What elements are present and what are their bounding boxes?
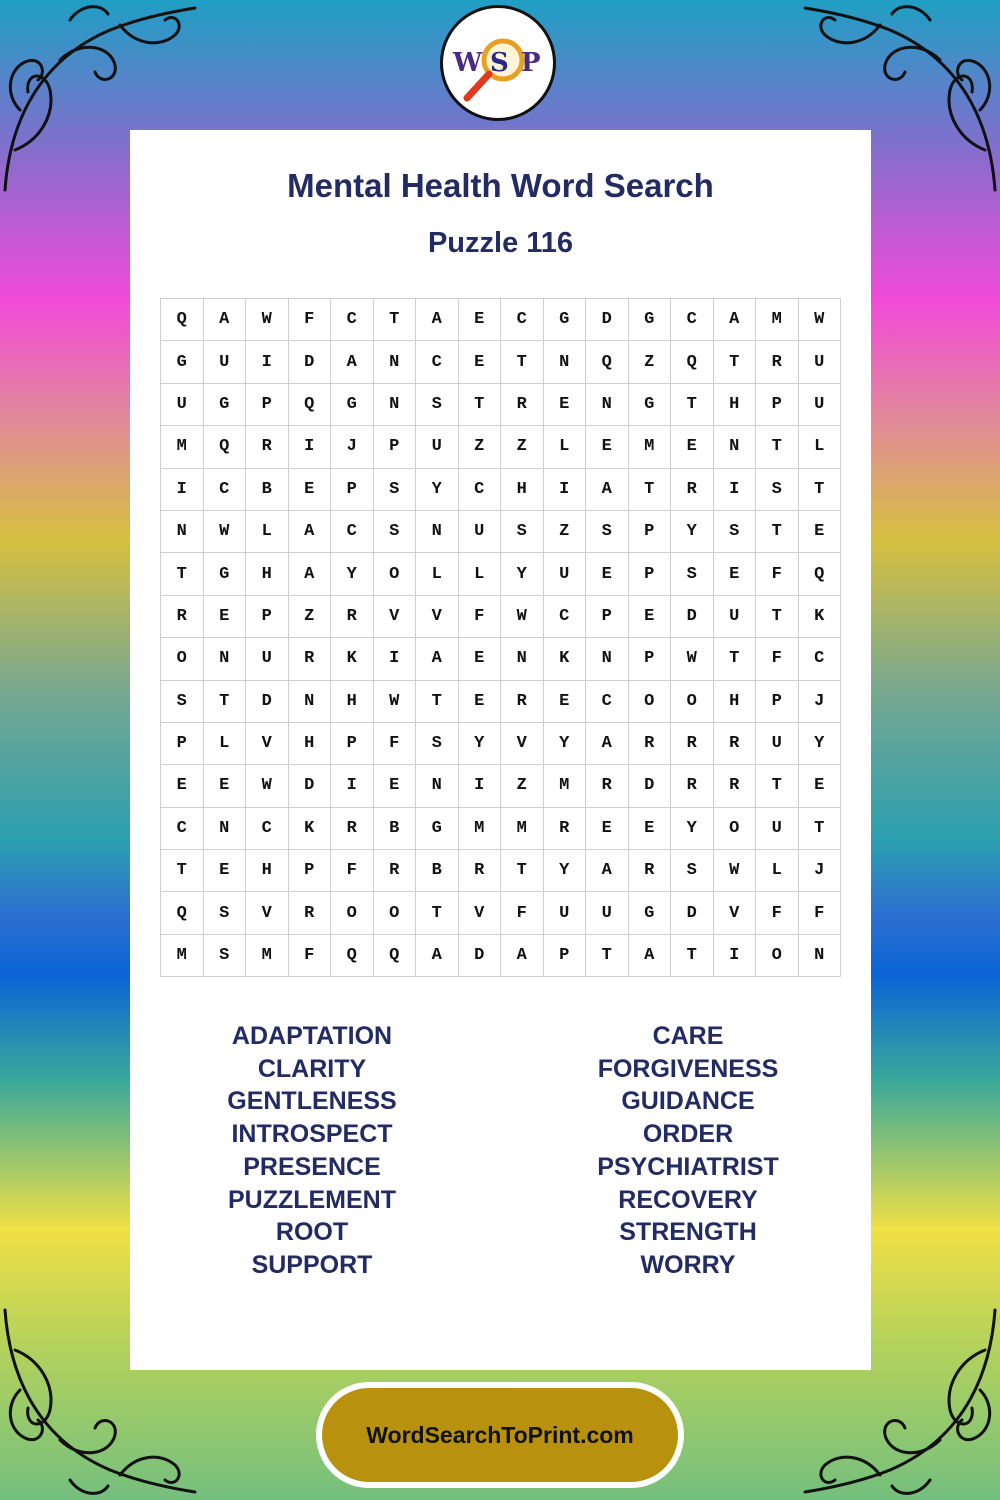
grid-cell: K <box>544 638 587 680</box>
logo-letter-w: W <box>453 48 483 78</box>
grid-cell: O <box>714 808 757 850</box>
grid-cell: U <box>416 426 459 468</box>
grid-cell: U <box>459 511 502 553</box>
grid-cell: T <box>501 850 544 892</box>
grid-cell: L <box>756 850 799 892</box>
site-link-label: WordSearchToPrint.com <box>366 1421 634 1448</box>
grid-cell: V <box>459 892 502 934</box>
grid-cell: E <box>374 765 417 807</box>
grid-cell: S <box>161 681 204 723</box>
word-item: GUIDANCE <box>621 1087 755 1116</box>
grid-cell: N <box>374 384 417 426</box>
grid-cell: H <box>289 723 332 765</box>
grid-cell: Q <box>799 553 842 595</box>
puzzle-number: Puzzle 116 <box>427 227 574 259</box>
grid-cell: T <box>671 384 714 426</box>
grid-cell: P <box>544 935 587 977</box>
grid-cell: S <box>671 850 714 892</box>
grid-cell: S <box>374 469 417 511</box>
grid-cell: I <box>331 765 374 807</box>
grid-cell: E <box>204 765 247 807</box>
grid-cell: E <box>544 384 587 426</box>
grid-cell: Y <box>799 723 842 765</box>
grid-cell: M <box>246 935 289 977</box>
grid-cell: Z <box>544 511 587 553</box>
grid-cell: D <box>671 892 714 934</box>
logo-letter-s: S <box>490 48 509 78</box>
grid-cell: A <box>586 850 629 892</box>
grid-cell: R <box>374 850 417 892</box>
grid-cell: P <box>629 511 672 553</box>
grid-cell: C <box>459 469 502 511</box>
word-item: PSYCHIATRIST <box>597 1152 779 1181</box>
grid-cell: G <box>629 384 672 426</box>
grid-cell: E <box>204 850 247 892</box>
grid-cell: B <box>246 469 289 511</box>
grid-cell: Z <box>289 596 332 638</box>
wsp-logo <box>440 5 556 121</box>
grid-cell: R <box>501 384 544 426</box>
grid-cell: T <box>459 384 502 426</box>
grid-cell: D <box>246 681 289 723</box>
grid-cell: D <box>671 596 714 638</box>
grid-cell: U <box>714 596 757 638</box>
grid-cell: R <box>586 765 629 807</box>
word-item: ADAPTATION <box>231 1022 393 1050</box>
grid-cell: S <box>501 511 544 553</box>
grid-cell: N <box>586 384 629 426</box>
grid-cell: R <box>671 765 714 807</box>
grid-cell: A <box>501 935 544 977</box>
grid-cell: C <box>544 596 587 638</box>
grid-cell: Y <box>501 553 544 595</box>
grid-cell: P <box>629 638 672 680</box>
grid-cell: T <box>756 765 799 807</box>
grid-cell: F <box>289 299 332 341</box>
grid-cell: D <box>629 765 672 807</box>
grid-cell: I <box>714 469 757 511</box>
grid-cell: I <box>459 765 502 807</box>
grid-cell: W <box>246 299 289 341</box>
grid-cell: E <box>799 511 842 553</box>
logo-letter-p: P <box>521 48 541 78</box>
grid-cell: T <box>374 299 417 341</box>
grid-cell: E <box>714 553 757 595</box>
grid-cell: T <box>501 341 544 383</box>
grid-cell: N <box>799 935 842 977</box>
word-item: CLARITY <box>257 1054 367 1083</box>
word-item: FORGIVENESS <box>597 1054 779 1083</box>
grid-cell: Q <box>374 935 417 977</box>
grid-cell: R <box>629 850 672 892</box>
grid-cell: E <box>459 638 502 680</box>
grid-cell: O <box>629 681 672 723</box>
grid-cell: Y <box>544 723 587 765</box>
grid-cell: U <box>246 638 289 680</box>
grid-cell: N <box>204 638 247 680</box>
grid-cell: R <box>629 723 672 765</box>
grid-cell: C <box>416 341 459 383</box>
grid-cell: V <box>714 892 757 934</box>
grid-cell: M <box>629 426 672 468</box>
grid-cell: R <box>331 596 374 638</box>
grid-cell: W <box>799 299 842 341</box>
grid-cell: T <box>799 469 842 511</box>
grid-cell: R <box>246 426 289 468</box>
grid-cell: U <box>799 341 842 383</box>
grid-cell: E <box>204 596 247 638</box>
grid-cell: S <box>671 553 714 595</box>
grid-cell: O <box>161 638 204 680</box>
grid-cell: N <box>416 765 459 807</box>
grid-cell: F <box>756 638 799 680</box>
grid-cell: D <box>586 299 629 341</box>
grid-cell: P <box>331 723 374 765</box>
grid-cell: R <box>671 723 714 765</box>
grid-cell: T <box>161 553 204 595</box>
grid-cell: O <box>374 553 417 595</box>
grid-cell: A <box>416 935 459 977</box>
word-item: PRESENCE <box>243 1152 381 1181</box>
grid-cell: U <box>204 341 247 383</box>
grid-cell: H <box>501 469 544 511</box>
grid-cell: J <box>331 426 374 468</box>
grid-cell: I <box>161 469 204 511</box>
grid-cell: N <box>161 511 204 553</box>
word-item: RECOVERY <box>618 1185 758 1214</box>
grid-cell: L <box>204 723 247 765</box>
grid-cell: N <box>374 341 417 383</box>
grid-cell: S <box>374 511 417 553</box>
grid-cell: S <box>756 469 799 511</box>
grid-cell: R <box>544 808 587 850</box>
grid-cell: H <box>331 681 374 723</box>
grid-cell: R <box>756 341 799 383</box>
grid-cell: P <box>246 384 289 426</box>
grid-cell: R <box>289 892 332 934</box>
grid-cell: C <box>246 808 289 850</box>
grid-cell: Y <box>459 723 502 765</box>
grid-cell: V <box>246 892 289 934</box>
grid-cell: A <box>714 299 757 341</box>
grid-cell: K <box>289 808 332 850</box>
site-link-button[interactable] <box>322 1388 678 1482</box>
grid-cell: N <box>204 808 247 850</box>
grid-cell: Q <box>331 935 374 977</box>
grid-cell: E <box>289 469 332 511</box>
grid-cell: A <box>289 511 332 553</box>
grid-cell: O <box>374 892 417 934</box>
grid-cell: V <box>246 723 289 765</box>
grid-cell: Y <box>331 553 374 595</box>
grid-cell: M <box>161 426 204 468</box>
grid-cell: D <box>289 765 332 807</box>
grid-cell: G <box>544 299 587 341</box>
grid-cell: T <box>161 850 204 892</box>
grid-cell: Q <box>586 341 629 383</box>
grid-cell: E <box>586 553 629 595</box>
grid-cell: N <box>544 341 587 383</box>
word-item: ORDER <box>642 1120 734 1149</box>
grid-cell: R <box>714 765 757 807</box>
grid-cell: Q <box>161 892 204 934</box>
grid-cell: W <box>501 596 544 638</box>
word-item: GENTLENESS <box>227 1087 397 1116</box>
grid-cell: Y <box>416 469 459 511</box>
grid-cell: G <box>416 808 459 850</box>
grid-cell: N <box>416 511 459 553</box>
grid-cell: T <box>416 892 459 934</box>
grid-cell: C <box>586 681 629 723</box>
grid-cell: J <box>799 681 842 723</box>
word-item: SUPPORT <box>251 1250 373 1279</box>
grid-cell: C <box>331 511 374 553</box>
grid-cell: G <box>331 384 374 426</box>
grid-cell: T <box>756 596 799 638</box>
grid-cell: R <box>331 808 374 850</box>
grid-cell: N <box>289 681 332 723</box>
word-list-right <box>523 1020 853 1282</box>
grid-cell: I <box>714 935 757 977</box>
grid-cell: Z <box>501 426 544 468</box>
grid-cell: C <box>331 299 374 341</box>
grid-cell: U <box>161 384 204 426</box>
grid-cell: S <box>416 723 459 765</box>
grid-cell: E <box>586 426 629 468</box>
word-item: WORRY <box>640 1250 736 1279</box>
grid-cell: T <box>799 808 842 850</box>
grid-cell: Z <box>501 765 544 807</box>
grid-cell: P <box>374 426 417 468</box>
grid-cell: I <box>289 426 332 468</box>
grid-cell: Q <box>671 341 714 383</box>
grid-cell: O <box>671 681 714 723</box>
grid-cell: B <box>374 808 417 850</box>
grid-cell: L <box>246 511 289 553</box>
grid-cell: R <box>161 596 204 638</box>
grid-cell: A <box>629 935 672 977</box>
grid-cell: G <box>629 892 672 934</box>
grid-cell: T <box>629 469 672 511</box>
grid-cell: S <box>586 511 629 553</box>
grid-cell: K <box>799 596 842 638</box>
grid-cell: N <box>586 638 629 680</box>
grid-cell: U <box>544 892 587 934</box>
grid-cell: I <box>544 469 587 511</box>
grid-cell: T <box>204 681 247 723</box>
grid-cell: U <box>799 384 842 426</box>
grid-cell: P <box>161 723 204 765</box>
grid-cell: Q <box>161 299 204 341</box>
grid-cell: C <box>501 299 544 341</box>
grid-cell: V <box>374 596 417 638</box>
grid-cell: H <box>714 681 757 723</box>
grid-cell: W <box>374 681 417 723</box>
grid-cell: S <box>204 935 247 977</box>
grid-cell: E <box>459 341 502 383</box>
grid-cell: F <box>799 892 842 934</box>
grid-cell: O <box>331 892 374 934</box>
grid-cell: W <box>714 850 757 892</box>
word-list-left <box>147 1020 477 1282</box>
grid-cell: D <box>289 341 332 383</box>
grid-cell: E <box>161 765 204 807</box>
grid-cell: T <box>671 935 714 977</box>
grid-cell: E <box>586 808 629 850</box>
grid-cell: M <box>756 299 799 341</box>
grid-cell: P <box>756 384 799 426</box>
grid-cell: C <box>204 469 247 511</box>
grid-cell: H <box>246 850 289 892</box>
grid-cell: R <box>671 469 714 511</box>
word-item: CARE <box>652 1022 724 1050</box>
grid-cell: V <box>501 723 544 765</box>
grid-cell: R <box>459 850 502 892</box>
grid-cell: A <box>416 638 459 680</box>
grid-cell: H <box>714 384 757 426</box>
grid-cell: G <box>629 299 672 341</box>
grid-cell: U <box>756 723 799 765</box>
grid-cell: T <box>714 638 757 680</box>
grid-cell: S <box>204 892 247 934</box>
grid-cell: L <box>544 426 587 468</box>
grid-cell: T <box>714 341 757 383</box>
grid-cell: W <box>204 511 247 553</box>
grid-cell: U <box>756 808 799 850</box>
grid-cell: L <box>799 426 842 468</box>
grid-cell: Q <box>289 384 332 426</box>
grid-cell: A <box>586 469 629 511</box>
grid-cell: F <box>331 850 374 892</box>
grid-cell: W <box>246 765 289 807</box>
grid-cell: G <box>204 553 247 595</box>
grid-cell: C <box>671 299 714 341</box>
grid-cell: L <box>459 553 502 595</box>
grid-cell: P <box>586 596 629 638</box>
grid-cell: B <box>416 850 459 892</box>
grid-cell: P <box>289 850 332 892</box>
grid-cell: M <box>544 765 587 807</box>
grid-cell: P <box>246 596 289 638</box>
grid-cell: R <box>501 681 544 723</box>
grid-cell: H <box>246 553 289 595</box>
grid-cell: F <box>374 723 417 765</box>
grid-cell: A <box>416 299 459 341</box>
grid-cell: N <box>501 638 544 680</box>
grid-cell: A <box>331 341 374 383</box>
grid-cell: C <box>161 808 204 850</box>
grid-cell: P <box>756 681 799 723</box>
page-title: Mental Health Word Search <box>287 167 714 204</box>
grid-cell: T <box>586 935 629 977</box>
grid-cell: E <box>629 808 672 850</box>
grid-cell: Y <box>544 850 587 892</box>
grid-cell: V <box>416 596 459 638</box>
grid-cell: D <box>459 935 502 977</box>
grid-cell: E <box>459 681 502 723</box>
word-list <box>130 1020 871 1290</box>
grid-cell: E <box>799 765 842 807</box>
word-item: PUZZLEMENT <box>227 1185 397 1214</box>
grid-cell: O <box>756 935 799 977</box>
grid-cell: F <box>289 935 332 977</box>
grid-cell: N <box>714 426 757 468</box>
letter-grid <box>160 298 841 977</box>
grid-cell: Z <box>629 341 672 383</box>
grid-cell: A <box>204 299 247 341</box>
grid-cell: E <box>459 299 502 341</box>
word-item: STRENGTH <box>619 1218 757 1247</box>
grid-cell: T <box>416 681 459 723</box>
grid-cell: U <box>544 553 587 595</box>
grid-cell: I <box>246 341 289 383</box>
grid-cell: F <box>756 553 799 595</box>
grid-cell: E <box>671 426 714 468</box>
grid-cell: I <box>374 638 417 680</box>
grid-cell: F <box>756 892 799 934</box>
word-item: INTROSPECT <box>231 1120 393 1149</box>
grid-cell: A <box>289 553 332 595</box>
grid-cell: Q <box>204 426 247 468</box>
grid-cell: T <box>756 426 799 468</box>
grid-cell: F <box>459 596 502 638</box>
puzzle-sheet <box>130 130 871 1370</box>
grid-cell: K <box>331 638 374 680</box>
grid-cell: S <box>416 384 459 426</box>
grid-cell: C <box>799 638 842 680</box>
grid-cell: T <box>756 511 799 553</box>
grid-cell: Z <box>459 426 502 468</box>
grid-cell: A <box>586 723 629 765</box>
grid-cell: E <box>544 681 587 723</box>
grid-cell: P <box>629 553 672 595</box>
grid-cell: R <box>714 723 757 765</box>
grid-cell: U <box>586 892 629 934</box>
grid-cell: G <box>161 341 204 383</box>
grid-cell: R <box>289 638 332 680</box>
grid-cell: W <box>671 638 714 680</box>
grid-cell: J <box>799 850 842 892</box>
grid-cell: E <box>629 596 672 638</box>
grid-cell: M <box>501 808 544 850</box>
grid-cell: L <box>416 553 459 595</box>
grid-cell: G <box>204 384 247 426</box>
grid-cell: Y <box>671 511 714 553</box>
grid-cell: Y <box>671 808 714 850</box>
grid-cell: M <box>459 808 502 850</box>
grid-cell: S <box>714 511 757 553</box>
word-item: ROOT <box>275 1218 349 1247</box>
grid-cell: F <box>501 892 544 934</box>
grid-cell: M <box>161 935 204 977</box>
grid-cell: P <box>331 469 374 511</box>
